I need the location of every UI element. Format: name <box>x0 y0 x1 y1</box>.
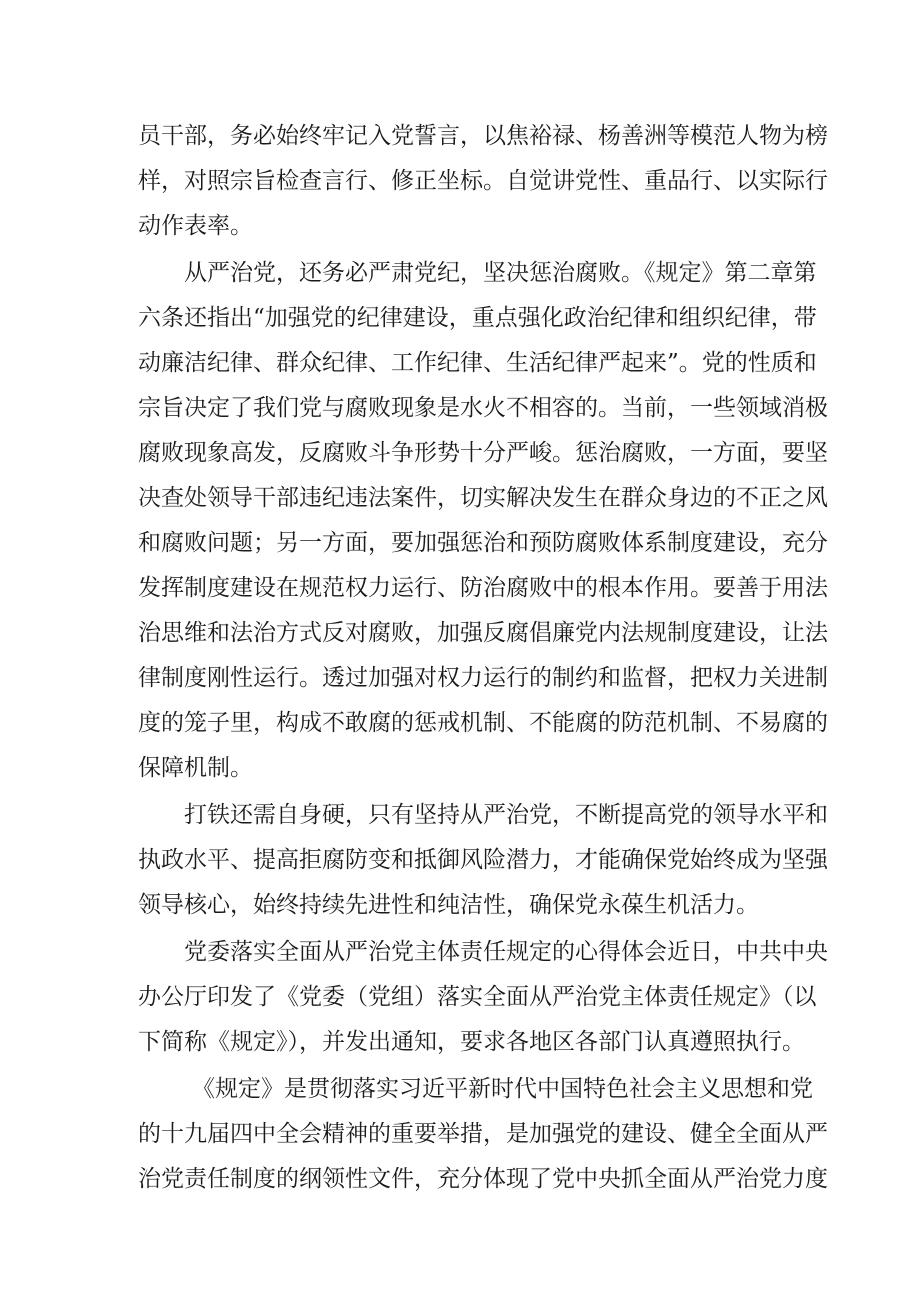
text-line: 动廉洁纪律、群众纪律、工作纪律、生活纪律严起来”。党的性质和 <box>138 350 817 376</box>
text-line: 领导核心，始终持续先进性和纯洁性，确保党永葆生机活力。 <box>138 892 759 918</box>
text-line: 治党责任制度的纲领性文件，充分体现了党中央抓全面从严治党力度 <box>138 1166 828 1192</box>
text-line: 员干部，务必始终牢记入党誓言，以焦裕禄、杨善洲等模范人物为榜 <box>138 123 828 149</box>
text-line: 办公厅印发了《党委（党组）落实全面从严治党主体责任规定》（以 <box>138 984 817 1010</box>
text-line: 治思维和法治方式反对腐败，加强反腐倡廉党内法规制度建设，让法 <box>138 620 828 646</box>
text-line: 下简称《规定》），并发出通知，要求各地区各部门认真遵照执行。 <box>138 1029 805 1055</box>
text-line: 决查处领导干部违纪违法案件，切实解决发生在群众身边的不正之风 <box>138 485 828 511</box>
paragraph-start-line: 打铁还需自身硬，只有坚持从严治党，不断提高党的领导水平和 <box>184 802 828 828</box>
paragraph-start-line: 《规定》是贯彻落实习近平新时代中国特色社会主义思想和党 <box>192 1076 813 1102</box>
text-line: 的十九届四中全会精神的重要举措，是加强党的建设、健全全面从严 <box>138 1121 828 1147</box>
paragraph-start-line: 从严治党，还务必严肃党纪，坚决惩治腐败。《规定》第二章第 <box>184 260 817 286</box>
text-line: 样，对照宗旨检查言行、修正坐标。自觉讲党性、重品行、以实际行 <box>138 168 828 194</box>
text-line: 六条还指出“加强党的纪律建设，重点强化政治纪律和组织纪律，带 <box>138 305 817 331</box>
text-line: 发挥制度建设在规范权力运行、防治腐败中的根本作用。要善于用法 <box>138 575 828 601</box>
paragraph-start-line: 党委落实全面从严治党主体责任规定的心得体会近日，中共中央 <box>184 939 828 965</box>
text-line: 律制度刚性运行。透过加强对权力运行的制约和监督，把权力关进制 <box>138 665 828 691</box>
text-line: 动作表率。 <box>138 213 253 239</box>
text-line: 宗旨决定了我们党与腐败现象是水火不相容的。当前，一些领域消极 <box>138 395 828 421</box>
text-line: 腐败现象高发，反腐败斗争形势十分严峻。惩治腐败，一方面，要坚 <box>138 440 828 466</box>
text-line: 执政水平、提高拒腐防变和抵御风险潜力，才能确保党始终成为坚强 <box>138 847 828 873</box>
text-line: 和腐败问题；另一方面，要加强惩治和预防腐败体系制度建设，充分 <box>138 530 828 556</box>
text-line: 度的笼子里，构成不敢腐的惩戒机制、不能腐的防范机制、不易腐的 <box>138 710 828 736</box>
text-line: 保障机制。 <box>138 755 253 781</box>
